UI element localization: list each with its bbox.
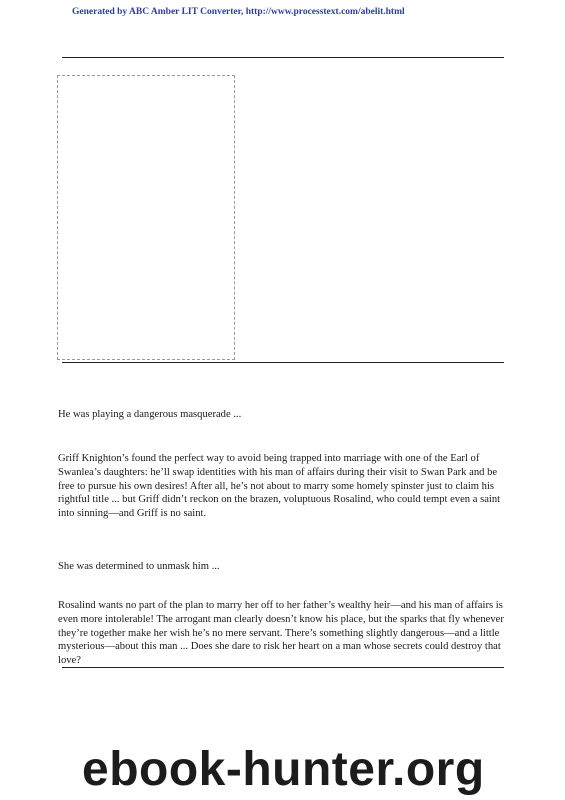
synopsis-paragraph-heroine: Rosalind wants no part of the plan to marry her off to her father’s wealthy heir—and his man of affairs is even more intolerable! The arrogant man clearly doesn’t know his place, but the sparks that fly whenever they’re together make her wish he’s no mere servant. There’s something slightly dangerous—and a little mysterious—about this man ... Does she dare to risk her heart on a man whose secrets could destroy that love? <box>58 600 504 667</box>
converter-header-link[interactable]: Generated by ABC Amber LIT Converter, http://www.processtext.com/abelit.html <box>72 7 405 17</box>
site-watermark: ebook-hunter.org <box>82 743 485 796</box>
top-divider <box>62 57 504 58</box>
tagline-hero: He was playing a dangerous masquerade ... <box>58 409 242 420</box>
synopsis-paragraph-hero: Griff Knighton’s found the perfect way to avoid being trapped into marriage with one of the Earl of Swanlea’s daughters: he’ll swap identities with his man of affairs during their visit to Swan Park and be free to pursue his own desires! After all, he’s not about to marry some homely spinster just to claim his rightful title ... but Griff didn’t reckon on the brazen, voluptuous Rosalind, who could tempt even a saint into sinning—and Griff is no saint. <box>58 453 501 520</box>
tagline-heroine: She was determined to unmask him ... <box>58 561 220 572</box>
bottom-divider <box>62 667 504 668</box>
middle-divider <box>62 362 504 363</box>
cover-image-placeholder <box>57 75 235 360</box>
